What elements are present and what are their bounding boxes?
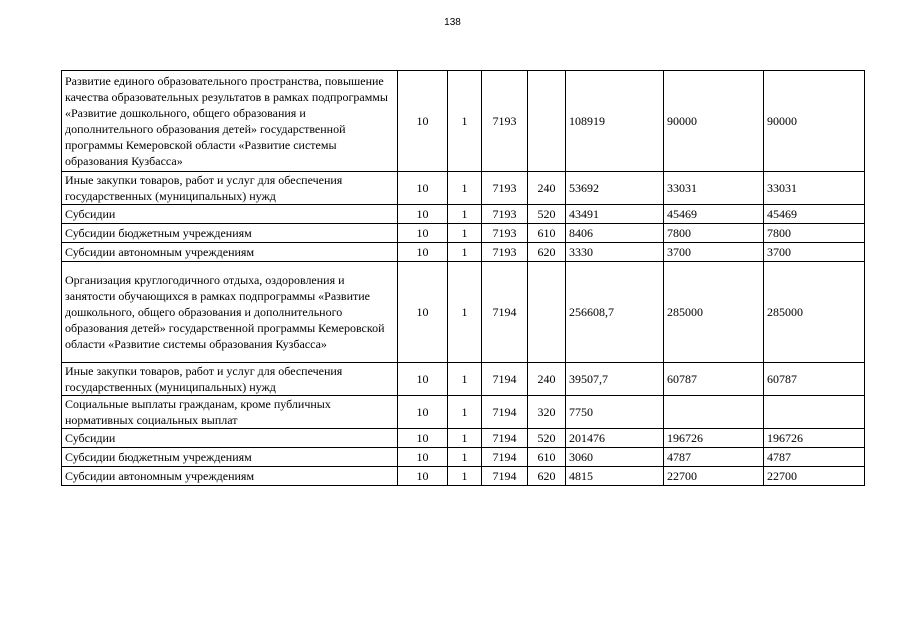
cell-section: 10 (398, 224, 448, 243)
cell-article: 7193 (482, 172, 528, 205)
cell-name: Субсидии (62, 205, 398, 224)
cell-amount-3: 60787 (764, 363, 865, 396)
cell-article: 7194 (482, 363, 528, 396)
cell-expense-type: 240 (528, 363, 566, 396)
cell-section: 10 (398, 467, 448, 486)
cell-subsection: 1 (448, 71, 482, 172)
cell-article: 7194 (482, 262, 528, 363)
cell-amount-1: 7750 (566, 396, 664, 429)
cell-name: Иные закупки товаров, работ и услуг для обеспечения государственных (муниципальных) нужд (62, 172, 398, 205)
cell-expense-type: 520 (528, 429, 566, 448)
table-row (62, 224, 865, 243)
cell-article: 7194 (482, 467, 528, 486)
cell-amount-3: 196726 (764, 429, 865, 448)
table-row (62, 448, 865, 467)
cell-amount-2: 7800 (664, 224, 764, 243)
cell-expense-type: 620 (528, 243, 566, 262)
cell-name: Субсидии автономным учреждениям (62, 243, 398, 262)
cell-expense-type: 610 (528, 448, 566, 467)
cell-amount-3: 7800 (764, 224, 865, 243)
cell-name: Субсидии бюджетным учреждениям (62, 448, 398, 467)
cell-amount-1: 8406 (566, 224, 664, 243)
cell-amount-2 (664, 396, 764, 429)
cell-expense-type: 520 (528, 205, 566, 224)
cell-subsection: 1 (448, 429, 482, 448)
cell-article: 7193 (482, 224, 528, 243)
cell-amount-1: 108919 (566, 71, 664, 172)
table-row (62, 205, 865, 224)
cell-section: 10 (398, 396, 448, 429)
cell-article: 7194 (482, 396, 528, 429)
cell-amount-2: 90000 (664, 71, 764, 172)
cell-article: 7193 (482, 71, 528, 172)
table-row (62, 262, 865, 363)
cell-amount-2: 285000 (664, 262, 764, 363)
cell-expense-type (528, 262, 566, 363)
cell-amount-3: 4787 (764, 448, 865, 467)
cell-subsection: 1 (448, 363, 482, 396)
table-row (62, 429, 865, 448)
cell-amount-3: 45469 (764, 205, 865, 224)
cell-amount-3: 285000 (764, 262, 865, 363)
cell-amount-2: 60787 (664, 363, 764, 396)
cell-name: Организация круглогодичного отдыха, оздоровления и занятости обучающихся в рамках подпрограммы «Развитие дошкольного, общего образования и дополнительного образования детей» государственной программы Кемеровской области «Развитие системы образования Кузбасса» (62, 262, 398, 363)
cell-expense-type (528, 71, 566, 172)
cell-amount-1: 3060 (566, 448, 664, 467)
cell-section: 10 (398, 429, 448, 448)
cell-amount-1: 53692 (566, 172, 664, 205)
cell-amount-1: 201476 (566, 429, 664, 448)
table-row (62, 396, 865, 429)
page-number: 138 (444, 17, 461, 28)
cell-subsection: 1 (448, 172, 482, 205)
cell-expense-type: 610 (528, 224, 566, 243)
cell-section: 10 (398, 71, 448, 172)
cell-amount-2: 45469 (664, 205, 764, 224)
cell-expense-type: 320 (528, 396, 566, 429)
cell-section: 10 (398, 363, 448, 396)
cell-expense-type: 240 (528, 172, 566, 205)
cell-amount-2: 3700 (664, 243, 764, 262)
cell-amount-3: 3700 (764, 243, 865, 262)
cell-amount-1: 3330 (566, 243, 664, 262)
cell-section: 10 (398, 172, 448, 205)
cell-article: 7193 (482, 205, 528, 224)
cell-amount-3: 33031 (764, 172, 865, 205)
cell-amount-3 (764, 396, 865, 429)
cell-amount-1: 43491 (566, 205, 664, 224)
cell-article: 7193 (482, 243, 528, 262)
cell-name: Социальные выплаты гражданам, кроме публичных нормативных социальных выплат (62, 396, 398, 429)
cell-section: 10 (398, 448, 448, 467)
cell-name: Субсидии (62, 429, 398, 448)
cell-amount-2: 196726 (664, 429, 764, 448)
cell-amount-2: 4787 (664, 448, 764, 467)
cell-amount-1: 256608,7 (566, 262, 664, 363)
cell-name: Иные закупки товаров, работ и услуг для обеспечения государственных (муниципальных) нужд (62, 363, 398, 396)
cell-amount-3: 90000 (764, 71, 865, 172)
cell-article: 7194 (482, 429, 528, 448)
cell-subsection: 1 (448, 243, 482, 262)
cell-subsection: 1 (448, 205, 482, 224)
cell-subsection: 1 (448, 396, 482, 429)
cell-amount-2: 22700 (664, 467, 764, 486)
cell-subsection: 1 (448, 262, 482, 363)
cell-amount-1: 4815 (566, 467, 664, 486)
budget-table (61, 70, 865, 486)
table-row (62, 172, 865, 205)
table-row (62, 71, 865, 172)
cell-name: Субсидии бюджетным учреждениям (62, 224, 398, 243)
cell-amount-1: 39507,7 (566, 363, 664, 396)
cell-section: 10 (398, 243, 448, 262)
table-row (62, 467, 865, 486)
cell-amount-3: 22700 (764, 467, 865, 486)
cell-name: Развитие единого образовательного пространства, повышение качества образовательных результатов в рамках подпрограммы «Развитие дошкольного, общего образования и дополнительного образования детей» государственной программы Кемеровской области «Развитие системы образования Кузбасса» (62, 71, 398, 172)
cell-article: 7194 (482, 448, 528, 467)
cell-section: 10 (398, 205, 448, 224)
cell-subsection: 1 (448, 224, 482, 243)
table-row (62, 243, 865, 262)
cell-expense-type: 620 (528, 467, 566, 486)
cell-section: 10 (398, 262, 448, 363)
cell-subsection: 1 (448, 448, 482, 467)
cell-subsection: 1 (448, 467, 482, 486)
cell-name: Субсидии автономным учреждениям (62, 467, 398, 486)
cell-amount-2: 33031 (664, 172, 764, 205)
table-row (62, 363, 865, 396)
